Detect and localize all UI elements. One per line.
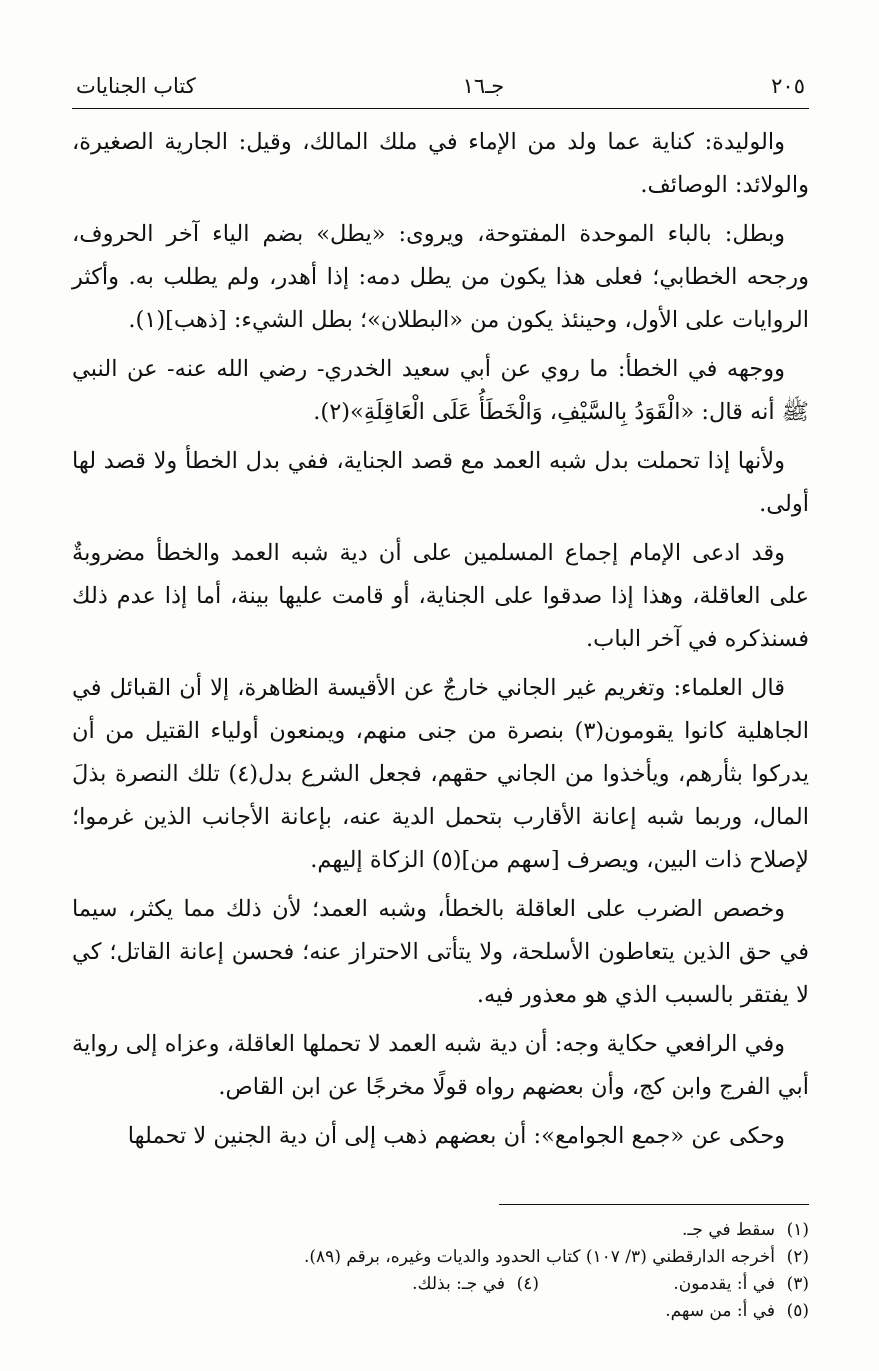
footnote-number: (٥): [786, 1301, 809, 1321]
paragraph: وبطل: بالباء الموحدة المفتوحة، ويروى: «يطل» بضم الياء آخر الحروف، ورجحه الخطابي؛ فعلى هذا يكون من يطل دمه: إذا أهدر، ولم يطلب به. وأكثر الروايات على الأول، وحينئذ يكون من «البطلان»؛ بطل الشيء: [ذهب](١).: [72, 221, 809, 333]
paragraph: وقد ادعى الإمام إجماع المسلمين على أن دية شبه العمد والخطأ مضروبةٌ على العاقلة، وهذا إذا صدقوا على الجناية، أو قامت عليها بينة، أما إذا عدم ذلك فسنذكره في آخر الباب.: [72, 540, 809, 652]
footnote: [539, 1271, 809, 1298]
main-text: [72, 121, 809, 1158]
footnote-number: (٤): [516, 1274, 539, 1294]
footnote-number: (٣): [786, 1274, 809, 1294]
footnote: [72, 1217, 809, 1244]
chapter-title: كتاب الجنايات: [76, 74, 196, 98]
footnote: [269, 1271, 539, 1298]
footnote-number: (٢): [786, 1247, 809, 1267]
paragraph: وحكى عن «جمع الجوامع»: أن بعضهم ذهب إلى أن دية الجنين لا تحملها: [127, 1123, 785, 1149]
paragraph: قال العلماء: وتغريم غير الجاني خارجٌ عن الأقيسة الظاهرة، إلا أن القبائل في الجاهلية كانوا يقومون(٣) بنصرة من جنى منهم، ويمنعون أولياء القتيل من أن يدركوا بثأرهم، ويأخذوا من الجاني حقهم، فجعل الشرع بدل(٤) تلك النصرة بذلَ المال، وربما شبه إعانة الأقارب بتحمل الدية عنه، بإعانة الأجانب الذين غرموا؛ لإصلاح ذات البين، ويصرف [سهم من](٥) الزكاة إليهم.: [72, 675, 810, 873]
running-header: [72, 72, 809, 109]
paragraph: وخصص الضرب على العاقلة بالخطأ، وشبه العمد؛ لأن ذلك مما يكثر، سيما في حق الذين يتعاطون الأسلحة، ولا يتأتى الاحتراز عنه؛ فحسن إعانة القاتل؛ كي لا يفتقر بالسبب الذي هو معذور فيه.: [72, 896, 809, 1008]
footnote-text: في أ: يقدمون.: [673, 1274, 775, 1294]
volume-label: جـ١٦: [462, 74, 505, 98]
footnote: [72, 1244, 809, 1271]
footnote: [72, 1298, 809, 1325]
footnote-text: أخرجه الدارقطني (٣/ ١٠٧) كتاب الحدود والديات وغيره، برقم (٨٩).: [304, 1247, 775, 1267]
paragraph: ووجهه في الخطأ: ما روي عن أبي سعيد الخدري- رضي الله عنه- عن النبي ﷺ أنه قال: «الْقَوَدُ بِالسَّيْفِ، وَالْخَطَأُ عَلَى الْعَاقِلَةِ»(٢).: [72, 356, 809, 425]
paragraph: ولأنها إذا تحملت بدل شبه العمد مع قصد الجناية، ففي بدل الخطأ ولا قصد لها أولى.: [72, 448, 809, 517]
paragraph: والوليدة: كناية عما ولد من الإماء في ملك المالك، وقيل: الجارية الصغيرة، والولائد: الوصائف.: [72, 129, 809, 198]
footnote-number: (١): [786, 1220, 809, 1240]
paragraph: وفي الرافعي حكاية وجه: أن دية شبه العمد لا تحملها العاقلة، وعزاه إلى رواية أبي الفرج وابن كج، وأن بعضهم رواه قولًا مخرجًا عن ابن القاص.: [72, 1031, 809, 1100]
footnote-text: في جـ: بذلك.: [412, 1274, 505, 1294]
page-number: ٢٠٥: [771, 74, 805, 98]
footnote-text: في أ: من سهم.: [665, 1301, 775, 1321]
footnote-row: [72, 1271, 809, 1298]
footnote-separator: [499, 1204, 809, 1205]
footnotes: [72, 1217, 809, 1325]
footnote-text: سقط في جـ.: [682, 1220, 775, 1240]
